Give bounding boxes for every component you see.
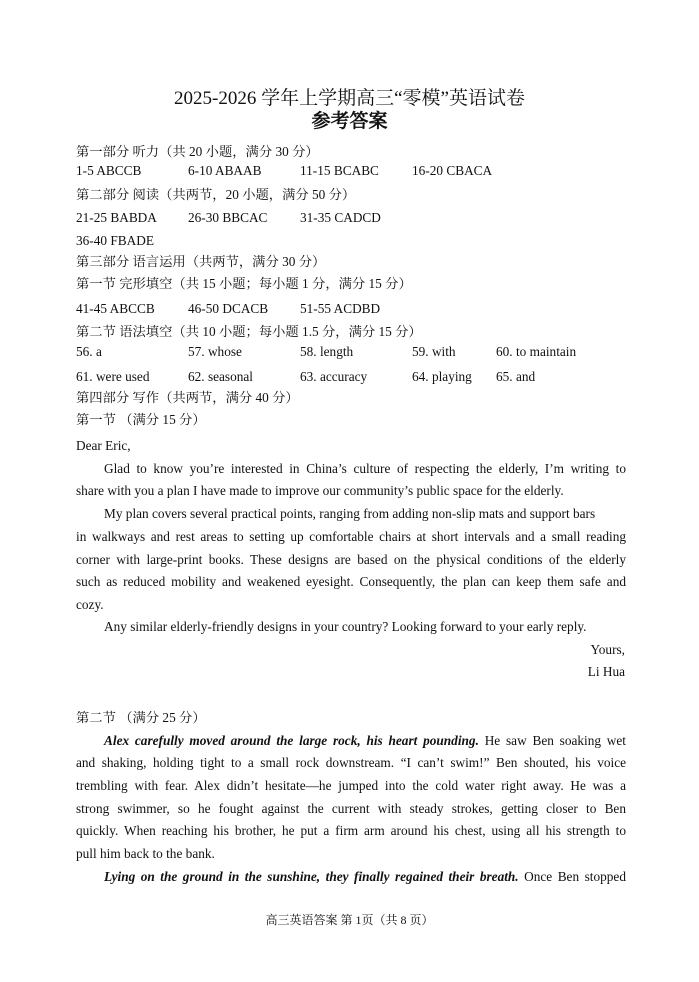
part3-heading: 第三部分 语言运用（共两节，满分 30 分） — [76, 254, 326, 269]
answer: 56. a — [76, 344, 102, 359]
part1-heading: 第一部分 听力（共 20 小题，满分 30 分） — [76, 144, 319, 159]
answer: 58. length — [300, 344, 354, 359]
answer: 57. whose — [188, 344, 242, 359]
part4-sec2-heading: 第二节 （满分 25 分） — [76, 710, 206, 725]
letter-line: in walkways and rest areas to setting up comfortable chairs at short intervals and a small reading — [76, 529, 626, 544]
story-text: Once Ben stopped — [524, 869, 626, 884]
part4-heading: 第四部分 写作（共两节，满分 40 分） — [76, 390, 299, 405]
page-title: 2025-2026 学年上学期高三“零模”英语试卷 — [174, 88, 525, 109]
answer: 11-15 BCABC — [300, 163, 379, 178]
answer: 51-55 ACDBD — [300, 301, 381, 316]
answer: 61. were used — [76, 369, 150, 384]
answer: 16-20 CBACA — [412, 163, 493, 178]
answer: 65. and — [496, 369, 536, 384]
part3-sec2-heading: 第二节 语法填空（共 10 小题；每小题 1.5 分，满分 15 分） — [76, 324, 422, 339]
story-line: and shaking, holding tight to a small rock downstream. “I can’t swim!” Ben shouted, his voice — [76, 755, 626, 770]
answer: 21-25 BABDA — [76, 210, 157, 225]
letter-closing: Yours, — [590, 642, 625, 657]
answer: 1-5 ABCCB — [76, 163, 142, 178]
letter-line: My plan covers several practical points, ranging from adding non-slip mats and support bars — [104, 506, 596, 521]
answer: 62. seasonal — [188, 369, 253, 384]
letter-line: share with you a plan I have made to improve our community’s public space for the elderly. — [76, 483, 564, 498]
part4-sec1-heading: 第一节 （满分 15 分） — [76, 412, 206, 427]
letter-greeting: Dear Eric, — [76, 438, 131, 453]
page-subtitle: 参考答案 — [311, 111, 388, 132]
part3-sec1-heading: 第一节 完形填空（共 15 小题；每小题 1 分，满分 15 分） — [76, 276, 412, 291]
page-footer: 高三英语答案 第 1页（共 8 页） — [265, 913, 434, 927]
story-line — [76, 733, 626, 749]
answer: 41-45 ABCCB — [76, 301, 155, 316]
story-line: strong swimmer, so he fought against the current with steady strokes, getting closer to Ben — [76, 801, 626, 816]
story-line — [76, 869, 626, 885]
letter-line: cozy. — [76, 597, 104, 612]
answer: 59. with — [412, 344, 456, 359]
answer: 31-35 CADCD — [300, 210, 381, 225]
story-line: quickly. When reaching his brother, he put a firm arm around his chest, using all his strength to — [76, 823, 626, 838]
letter-line: Any similar elderly-friendly designs in your country? Looking forward to your early reply. — [104, 619, 587, 634]
answer: 26-30 BBCAC — [188, 210, 268, 225]
story-line: trembling with fear. Alex didn’t hesitate—he jumped into the cold water right away. He was a — [76, 778, 626, 793]
answer: 46-50 DCACB — [188, 301, 269, 316]
letter-line: such as reduced mobility and weakened eyesight. Consequently, the plan can keep them safe and — [76, 574, 626, 589]
answer: 60. to maintain — [496, 344, 577, 359]
story-lead-sentence: Lying on the ground in the sunshine, they finally regained their breath. — [104, 869, 519, 884]
answer: 36-40 FBADE — [76, 233, 154, 248]
story-text: He saw Ben soaking wet — [484, 733, 626, 748]
answer: 6-10 ABAAB — [188, 163, 262, 178]
story-line: pull him back to the bank. — [76, 846, 215, 861]
letter-line: corner with large-print books. These designs are based on the physical conditions of the elderly — [76, 552, 626, 567]
letter-signature: Li Hua — [587, 664, 625, 679]
letter-line: Glad to know you’re interested in China’s culture of respecting the elderly, I’m writing to — [104, 461, 626, 476]
answer: 63. accuracy — [300, 369, 368, 384]
story-lead-sentence: Alex carefully moved around the large rock, his heart pounding. — [104, 733, 479, 748]
part2-heading: 第二部分 阅读（共两节，20 小题，满分 50 分） — [76, 187, 356, 202]
answer: 64. playing — [412, 369, 472, 384]
